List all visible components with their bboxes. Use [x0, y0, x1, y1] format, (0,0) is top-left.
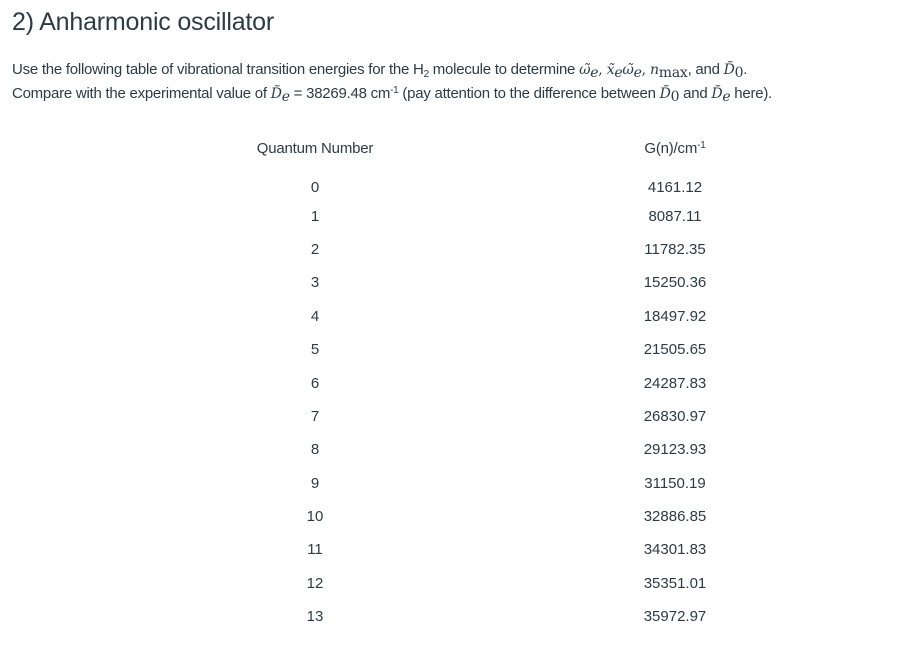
n-max-symbol: n [650, 62, 659, 78]
quantum-number-cell: 12 [306, 574, 324, 592]
energy-cell: 11782.35 [644, 240, 706, 258]
energy-cell: 34301.83 [643, 541, 707, 559]
energy-cell: 24287.83 [643, 374, 707, 392]
energy-cell: 31150.19 [644, 474, 706, 492]
d0-symbol: D̃ [723, 62, 735, 78]
table-row [135, 467, 855, 500]
quantum-number-cell: 3 [310, 274, 320, 292]
quantum-number-cell: 13 [306, 608, 324, 626]
table-row [135, 300, 855, 333]
compare-text: Compare with the experimental value of [12, 85, 271, 102]
table-row [135, 199, 855, 232]
quantum-number-cell: 9 [310, 474, 320, 492]
intro-text: Use the following table of vibrational transition energies for the H [12, 61, 424, 78]
h2-subscript: 2 [423, 69, 429, 80]
table-row [135, 166, 855, 199]
problem-line-2 [12, 82, 902, 106]
xe-subscript: e [614, 65, 623, 81]
de-subscript: e [281, 89, 290, 105]
problem-line-1 [12, 58, 902, 82]
quantum-number-cell: 8 [310, 441, 320, 459]
energy-cell: 8087.11 [648, 207, 702, 225]
de-subscript-2: e [722, 89, 731, 105]
table-row [135, 533, 855, 566]
omega-e-symbol-2: ω̃ [622, 62, 634, 78]
energy-cell: 15250.36 [643, 274, 707, 292]
omega-e-symbol: ω̃ [579, 62, 591, 78]
table-row [135, 500, 855, 533]
omega-e-subscript-2: e [633, 65, 642, 81]
n-max-subscript: max [658, 65, 688, 81]
table-row [135, 366, 855, 399]
energy-cell: 32886.85 [643, 508, 707, 526]
intro-text-2: molecule to determine [428, 61, 580, 78]
experimental-value: = 38269.48 cm [289, 85, 391, 102]
omega-e-subscript: e [590, 65, 599, 81]
quantum-number-cell: 7 [310, 407, 320, 425]
math-separator: , [598, 62, 607, 78]
problem-statement [12, 58, 902, 106]
quantum-number-cell: 2 [310, 240, 320, 258]
table-row [135, 400, 855, 433]
quantum-number-cell: 1 [310, 207, 320, 225]
energy-cell: 26830.97 [643, 407, 707, 425]
closing-text: here). [730, 85, 772, 102]
energy-cell: 18497.92 [643, 307, 707, 325]
d0-subscript: 0 [734, 65, 744, 81]
and-text-2: and [679, 85, 712, 102]
quantum-number-cell: 4 [310, 307, 320, 325]
xe-symbol: x̃ [606, 62, 615, 78]
quantum-number-cell: 11 [307, 541, 323, 559]
table-header-row [135, 130, 855, 166]
energy-cell: 29123.93 [643, 441, 707, 459]
table-row [135, 233, 855, 266]
quantum-number-cell: 0 [310, 179, 320, 197]
de-symbol-2: D̃ [711, 86, 723, 102]
attention-text: (pay attention to the difference between [398, 85, 660, 102]
table-row [135, 567, 855, 600]
energy-cell: 35351.01 [643, 574, 707, 592]
energy-header-label: G(n)/cm [644, 139, 698, 157]
transition-energy-table [135, 130, 855, 633]
d0-subscript-2: 0 [670, 89, 680, 105]
table-row [135, 333, 855, 366]
table-row [135, 600, 855, 633]
quantum-number-header: Quantum Number [256, 139, 374, 157]
line-end-period: . [743, 61, 748, 78]
energy-cell: 4161.12 [647, 179, 703, 197]
quantum-number-cell: 6 [310, 374, 320, 392]
quantum-number-cell: 10 [306, 508, 324, 526]
unit-superscript: -1 [390, 85, 399, 96]
d0-symbol-2: D̃ [659, 86, 671, 102]
energy-header-superscript: -1 [697, 139, 706, 151]
de-symbol: D̃ [270, 86, 282, 102]
energy-cell: 35972.97 [643, 608, 707, 626]
energy-cell: 21505.65 [643, 341, 707, 359]
section-heading: 2) Anharmonic oscillator [12, 8, 274, 36]
math-separator-2: , [641, 62, 651, 78]
quantum-number-cell: 5 [310, 341, 320, 359]
table-row [135, 266, 855, 299]
table-row [135, 433, 855, 466]
energy-header [495, 130, 855, 166]
and-text: , and [687, 61, 724, 78]
table-body [135, 166, 855, 633]
